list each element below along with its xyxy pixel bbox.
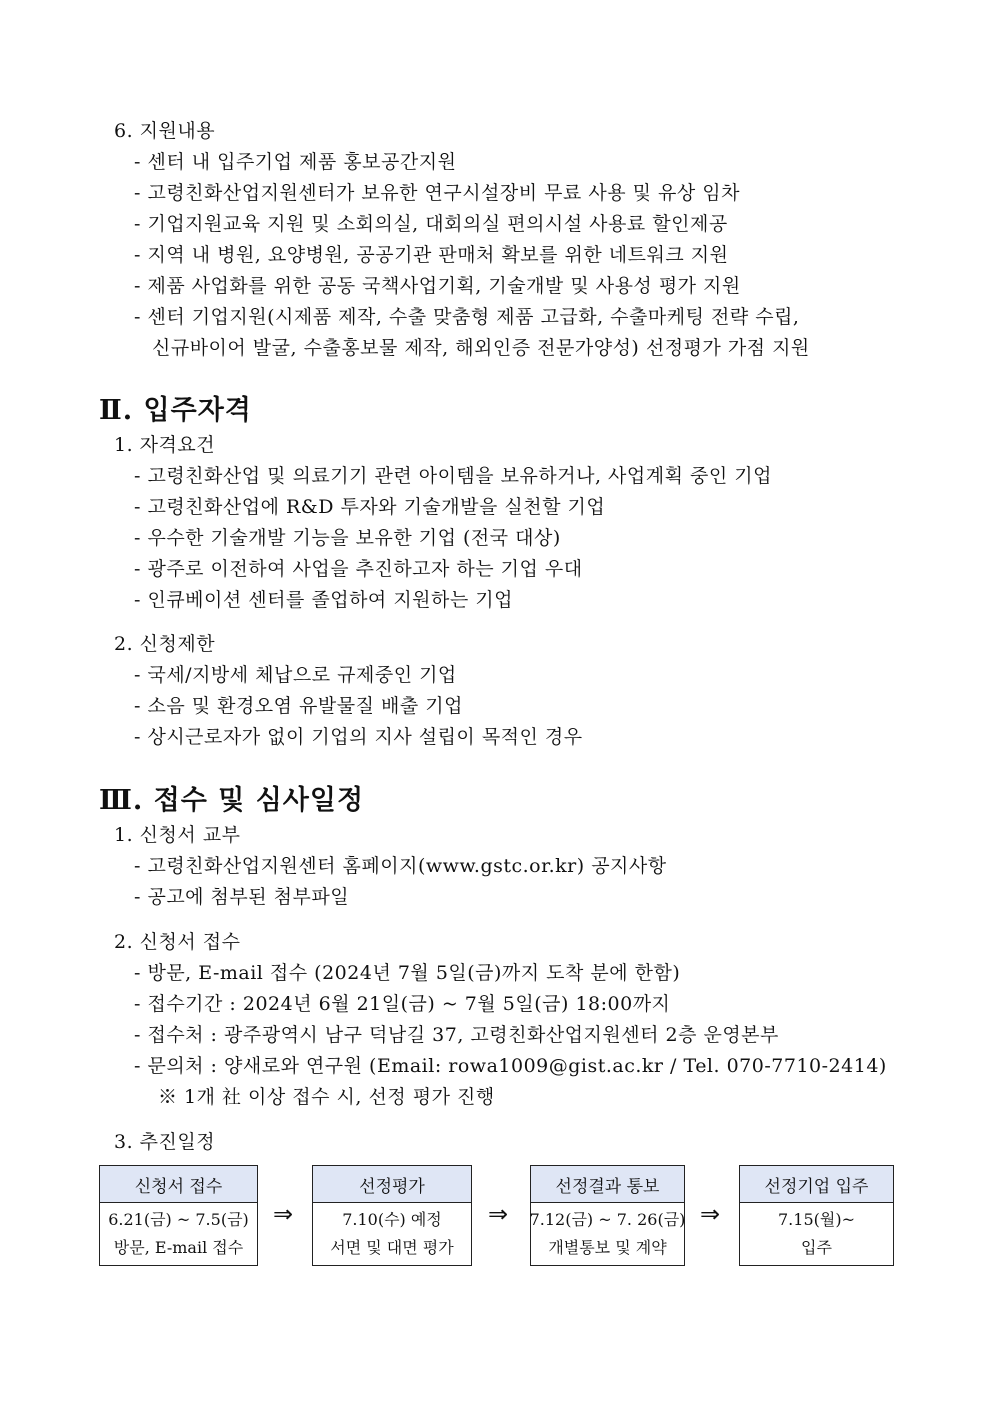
section-heading-eligibility: Ⅱ. 입주자격: [99, 395, 252, 426]
step-detail: 서면 및 대면 평가: [330, 1238, 454, 1257]
step-head: 선정기업 입주: [740, 1166, 893, 1203]
flow-arrow-icon: ⇒: [700, 1200, 721, 1228]
step-detail: 입주: [801, 1238, 832, 1257]
form-distribution-title: 1. 신청서 교부: [114, 824, 241, 846]
submission-bullet: - 방문, E-mail 접수 (2024년 7월 5일(금)까지 도착 분에 한함): [134, 962, 681, 984]
submission-bullet: - 문의처 : 양새로와 연구원 (Email: rowa1009@gist.ac.kr / Tel. 070-7710-2414): [134, 1055, 887, 1077]
form-submission-title: 2. 신청서 접수: [114, 931, 241, 953]
eligibility-requirements-title: 1. 자격요건: [114, 434, 216, 456]
flow-arrow-icon: ⇒: [488, 1200, 509, 1228]
schedule-step-move-in: [739, 1165, 894, 1266]
distribution-bullet: - 공고에 첨부된 첨부파일: [134, 886, 350, 908]
support-bullet: - 센터 기업지원(시제품 제작, 수출 맞춤형 제품 고급화, 수출마케팅 전략 수립,: [134, 306, 800, 328]
step-head: 선정결과 통보: [531, 1166, 684, 1203]
eligibility-bullet: - 광주로 이전하여 사업을 추진하고자 하는 기업 우대: [134, 558, 583, 580]
restriction-bullet: - 상시근로자가 없이 기업의 지사 설립이 목적인 경우: [134, 726, 583, 748]
support-bullet: - 센터 내 입주기업 제품 홍보공간지원: [134, 151, 457, 173]
step-date: 7.15(월)~: [778, 1210, 855, 1229]
support-contents-title: 6. 지원내용: [114, 120, 216, 142]
schedule-step-application: [99, 1165, 258, 1266]
support-bullet-continuation: 신규바이어 발굴, 수출홍보물 제작, 해외인증 전문가양성) 선정평가 가점 지원: [152, 337, 810, 359]
distribution-bullet: - 고령친화산업지원센터 홈페이지(www.gstc.or.kr) 공지사항: [134, 855, 667, 877]
support-bullet: - 고령친화산업지원센터가 보유한 연구시설장비 무료 사용 및 유상 임차: [134, 182, 741, 204]
step-head: 신청서 접수: [100, 1166, 257, 1203]
schedule-title: 3. 추진일정: [114, 1131, 216, 1153]
schedule-step-evaluation: [312, 1165, 472, 1266]
eligibility-bullet: - 우수한 기술개발 기능을 보유한 기업 (전국 대상): [134, 527, 561, 549]
support-bullet: - 제품 사업화를 위한 공동 국책사업기획, 기술개발 및 사용성 평가 지원: [134, 275, 741, 297]
application-restrictions-title: 2. 신청제한: [114, 633, 216, 655]
step-date: 7.10(수) 예정: [342, 1210, 442, 1229]
step-detail: 방문, E-mail 접수: [113, 1238, 244, 1257]
support-bullet: - 지역 내 병원, 요양병원, 공공기관 판매처 확보를 위한 네트워크 지원: [134, 244, 729, 266]
section-heading-schedule: Ⅲ. 접수 및 심사일정: [99, 785, 365, 816]
flow-arrow-icon: ⇒: [273, 1200, 294, 1228]
step-head: 선정평가: [313, 1166, 471, 1203]
step-date: 6.21(금) ~ 7.5(금): [108, 1210, 249, 1229]
eligibility-bullet: - 고령친화산업에 R&D 투자와 기술개발을 실천할 기업: [134, 496, 606, 518]
support-bullet: - 기업지원교육 지원 및 소회의실, 대회의실 편의시설 사용료 할인제공: [134, 213, 728, 235]
eligibility-bullet: - 고령친화산업 및 의료기기 관련 아이템을 보유하거나, 사업계획 중인 기업: [134, 465, 772, 487]
step-date: 7.12(금) ~ 7. 26(금): [529, 1210, 686, 1229]
restriction-bullet: - 국세/지방세 체납으로 규제중인 기업: [134, 664, 457, 686]
restriction-bullet: - 소음 및 환경오염 유발물질 배출 기업: [134, 695, 463, 717]
submission-bullet: - 접수기간 : 2024년 6월 21일(금) ~ 7월 5일(금) 18:00까지: [134, 993, 671, 1015]
submission-bullet: - 접수처 : 광주광역시 남구 덕남길 37, 고령친화산업지원센터 2층 운영본부: [134, 1024, 779, 1046]
schedule-step-notification: [530, 1165, 685, 1266]
eligibility-bullet: - 인큐베이션 센터를 졸업하여 지원하는 기업: [134, 589, 513, 611]
step-detail: 개별통보 및 계약: [548, 1238, 667, 1257]
submission-note: ※ 1개 社 이상 접수 시, 선정 평가 진행: [158, 1086, 495, 1108]
